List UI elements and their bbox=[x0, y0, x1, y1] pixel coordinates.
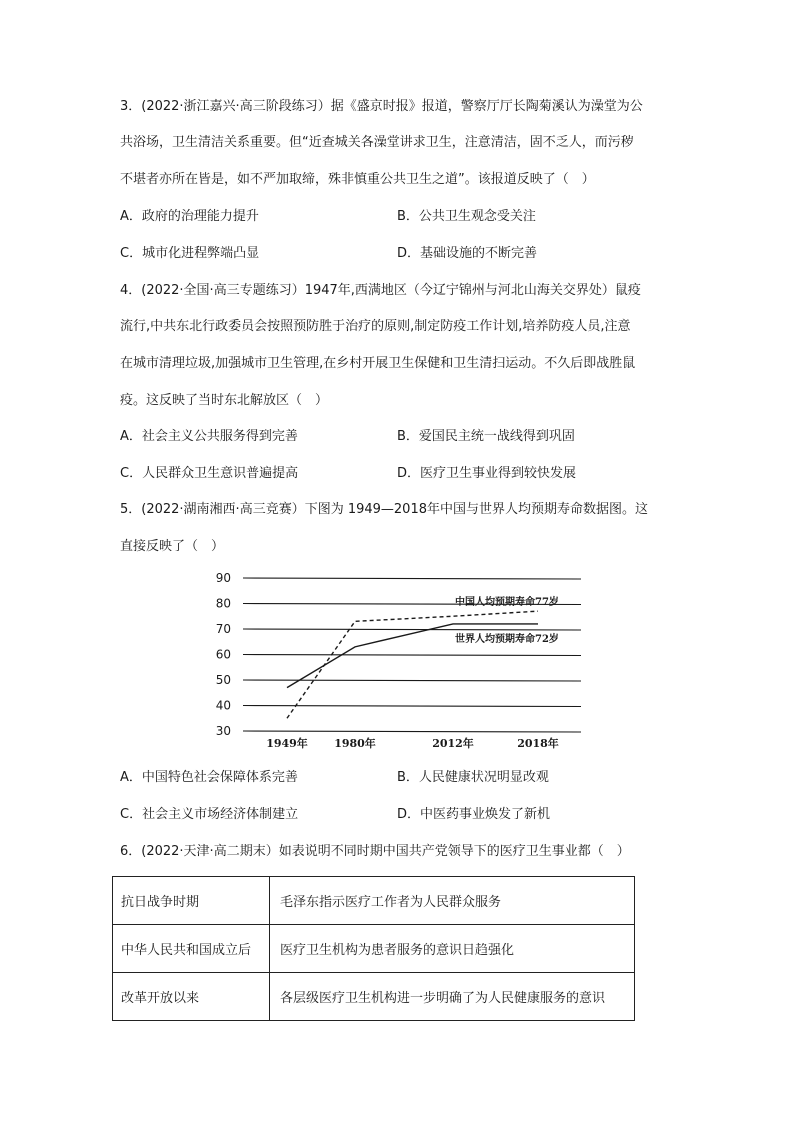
gridline bbox=[243, 680, 581, 681]
y-tick-label: 70 bbox=[215, 622, 231, 636]
gridline bbox=[243, 731, 581, 732]
table-cell-period: 抗日战争时期 bbox=[113, 877, 270, 925]
x-tick-label: 1949年 bbox=[266, 737, 308, 750]
q5-line-2: 直接反映了（ ） bbox=[120, 539, 225, 554]
q4-line-3: 在城市清理垃圾,加强城市卫生管理,在乡村开展卫生保健和卫生清扫运动。不久后即战胜鼠 bbox=[120, 356, 636, 371]
q5-option-c[interactable]: C．社会主义市场经济体制建立 bbox=[120, 807, 299, 822]
q3-line-3: 不堪者亦所在皆是，如不严加取缔，殊非慎重公共卫生之道”。该报道反映了（ ） bbox=[120, 172, 595, 187]
y-tick-label: 40 bbox=[215, 698, 231, 713]
q4-option-c[interactable]: C．人民群众卫生意识普遍提高 bbox=[120, 466, 299, 481]
q4-line-2: 流行,中共东北行政委员会按照预防胜于治疗的原则,制定防疫工作计划,培养防疫人员,注意 bbox=[120, 319, 631, 334]
q4-option-a[interactable]: A．社会主义公共服务得到完善 bbox=[120, 429, 298, 444]
q6-line-1: 6．(2022·天津·高二期末）如表说明不同时期中国共产党领导下的医疗卫生事业都（ ） bbox=[120, 844, 630, 859]
y-tick-label: 80 bbox=[215, 596, 231, 611]
life-expectancy-chart bbox=[205, 566, 590, 753]
healthcare-table bbox=[112, 876, 635, 1021]
table-cell-description: 毛泽东指示医疗工作者为人民群众服务 bbox=[270, 877, 635, 925]
table-row bbox=[113, 973, 635, 1021]
q4-option-b[interactable]: B．爱国民主统一战线得到巩固 bbox=[397, 429, 575, 444]
table-cell-period: 改革开放以来 bbox=[113, 973, 270, 1021]
world-series-label: 世界人均预期寿命72岁 bbox=[455, 633, 559, 645]
gridline bbox=[243, 629, 581, 630]
q3-option-a[interactable]: A．政府的治理能力提升 bbox=[120, 209, 259, 224]
q4-option-d[interactable]: D．医疗卫生事业得到较快发展 bbox=[397, 466, 577, 481]
table-cell-description: 医疗卫生机构为患者服务的意识日趋强化 bbox=[270, 925, 635, 973]
q5-option-b[interactable]: B．人民健康状况明显改观 bbox=[397, 770, 549, 785]
q3-line-1: 3．(2022·浙江嘉兴·高三阶段练习）据《盛京时报》报道，警察厅厅长陶菊溪认为澡堂为公 bbox=[120, 99, 643, 114]
y-tick-label: 30 bbox=[215, 724, 231, 738]
table-cell-description: 各层级医疗卫生机构进一步明确了为人民健康服务的意识 bbox=[270, 973, 635, 1021]
q3-option-c[interactable]: C．城市化进程弊端凸显 bbox=[120, 246, 260, 261]
gridline bbox=[243, 578, 581, 579]
table-row bbox=[113, 925, 635, 973]
table-row bbox=[113, 877, 635, 925]
x-tick-label: 2012年 bbox=[432, 737, 474, 750]
y-tick-label: 90 bbox=[215, 571, 231, 585]
q3-line-2: 共浴场，卫生清洁关系重要。但“近查城关各澡堂讲求卫生，注意清洁，固不乏人，而污秽 bbox=[120, 135, 634, 150]
china-series-label: 中国人均预期寿命77岁 bbox=[455, 597, 559, 609]
y-tick-label: 60 bbox=[215, 647, 231, 662]
q5-option-a[interactable]: A．中国特色社会保障体系完善 bbox=[120, 770, 298, 785]
x-tick-label: 2018年 bbox=[517, 737, 559, 750]
gridline bbox=[243, 706, 581, 707]
x-tick-label: 1980年 bbox=[334, 737, 376, 750]
table-cell-period: 中华人民共和国成立后 bbox=[113, 925, 270, 973]
q5-option-d[interactable]: D．中医药事业焕发了新机 bbox=[397, 807, 551, 822]
q5-line-1: 5．(2022·湖南湘西·高三竞赛）下图为 1949—2018年中国与世界人均预期寿命数据图。这 bbox=[120, 502, 648, 517]
q3-option-b[interactable]: B．公共卫生观念受关注 bbox=[397, 209, 536, 224]
y-tick-label: 50 bbox=[215, 673, 231, 687]
q3-option-d[interactable]: D．基础设施的不断完善 bbox=[397, 246, 538, 261]
q4-line-1: 4．(2022·全国·高三专题练习）1947年,西满地区（今辽宁锦州与河北山海关交界处）鼠疫 bbox=[120, 283, 641, 298]
q4-line-4: 疫。这反映了当时东北解放区（ ） bbox=[120, 393, 329, 408]
chart-svg bbox=[205, 566, 590, 753]
gridline bbox=[243, 655, 581, 656]
